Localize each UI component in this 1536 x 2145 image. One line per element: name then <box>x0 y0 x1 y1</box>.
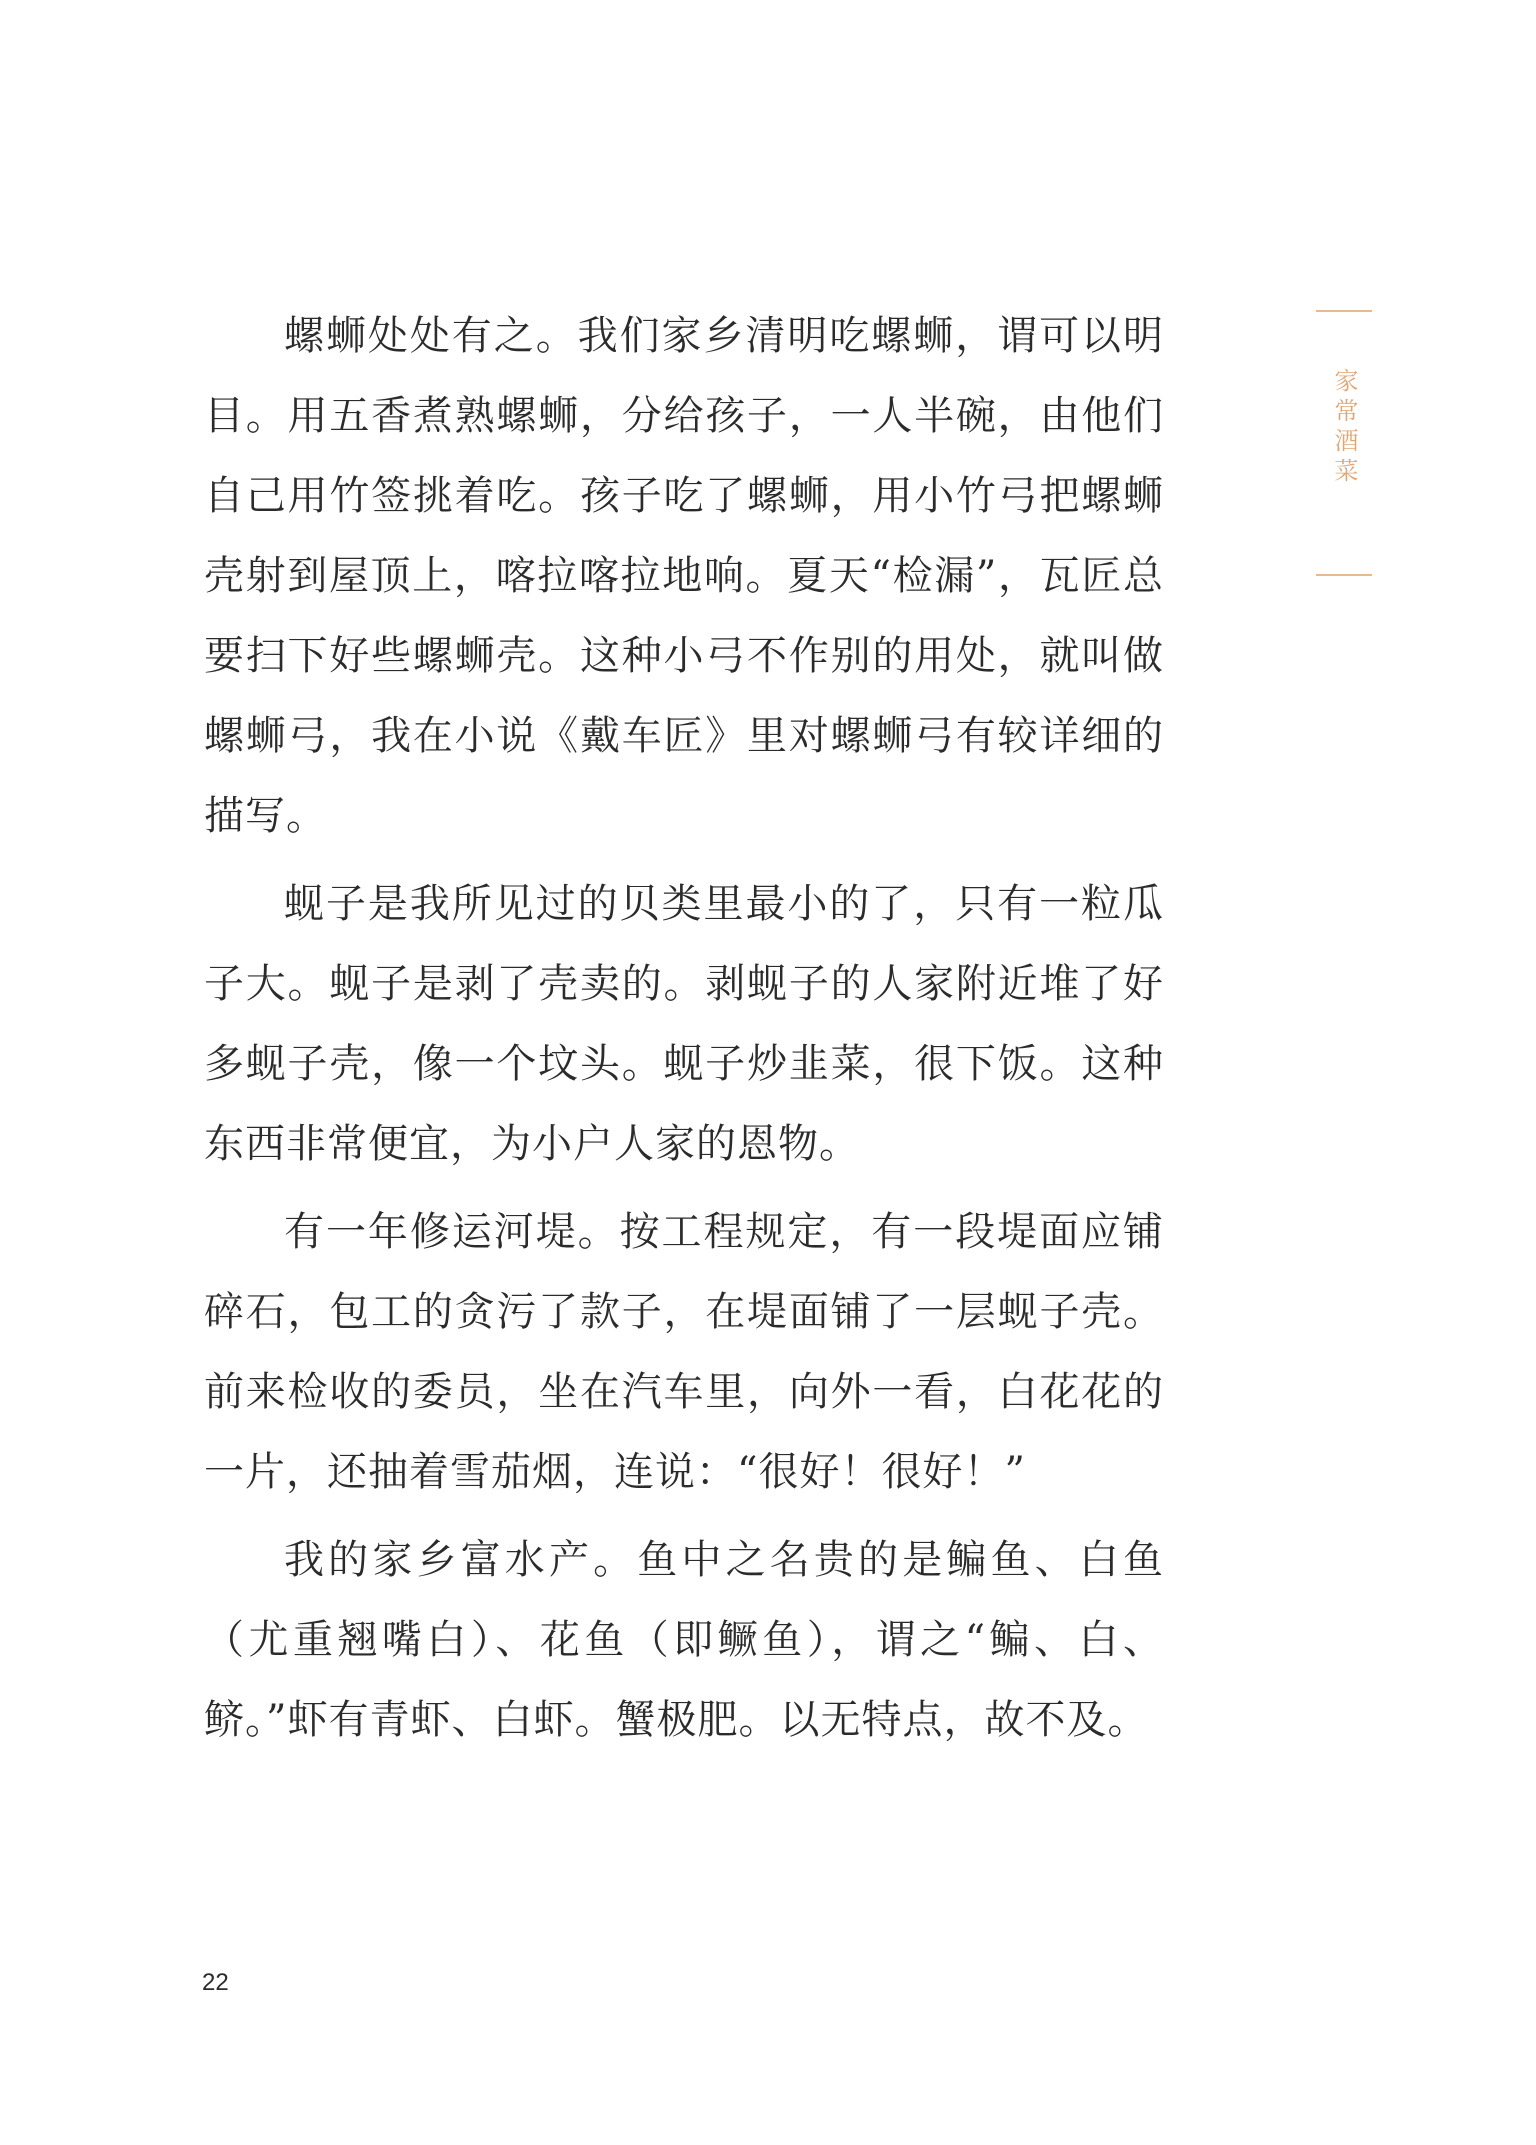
paragraph-luosi: 螺蛳处处有之。我们家乡清明吃螺蛳，谓可以明目。用五香煮熟螺蛳，分给孩子，一人半碗，由他们自己用竹签挑着吃。孩子吃了螺蛳，用小竹弓把螺蛳壳射到屋顶上，喀拉喀拉地响。夏天“检漏”，瓦匠总要扫下好些螺蛳壳。这种小弓不作别的用处，就叫做螺蛳弓，我在小说《戴车匠》里对螺蛳弓有较详细的描写。 <box>204 313 1164 839</box>
body-text <box>204 296 1164 1768</box>
page-number: 22 <box>202 1969 229 1996</box>
paragraph-aquatic-products: 我的家乡富水产。鱼中之名贵的是鳊鱼、白鱼（尤重翘嘴白）、花鱼（即鳜鱼），谓之“鳊、白、鲚。”虾有青虾、白虾。蟹极肥。以无特点，故不及。 <box>204 1537 1164 1743</box>
section-title: 家常酒菜 <box>1330 368 1358 488</box>
section-rule-bottom <box>1316 574 1372 576</box>
paragraph-xianzi: 蚬子是我所见过的贝类里最小的了，只有一粒瓜子大。蚬子是剥了壳卖的。剥蚬子的人家附近堆了好多蚬子壳，像一个坟头。蚬子炒韭菜，很下饭。这种东西非常便宜，为小户人家的恩物。 <box>204 881 1164 1167</box>
section-rule-top <box>1316 310 1372 312</box>
paragraph-canal-dike: 有一年修运河堤。按工程规定，有一段堤面应铺碎石，包工的贪污了款子，在堤面铺了一层蚬子壳。前来检收的委员，坐在汽车里，向外一看，白花花的一片，还抽着雪茄烟，连说：“很好！很好！” <box>204 1209 1164 1495</box>
section-tab <box>1316 310 1372 576</box>
